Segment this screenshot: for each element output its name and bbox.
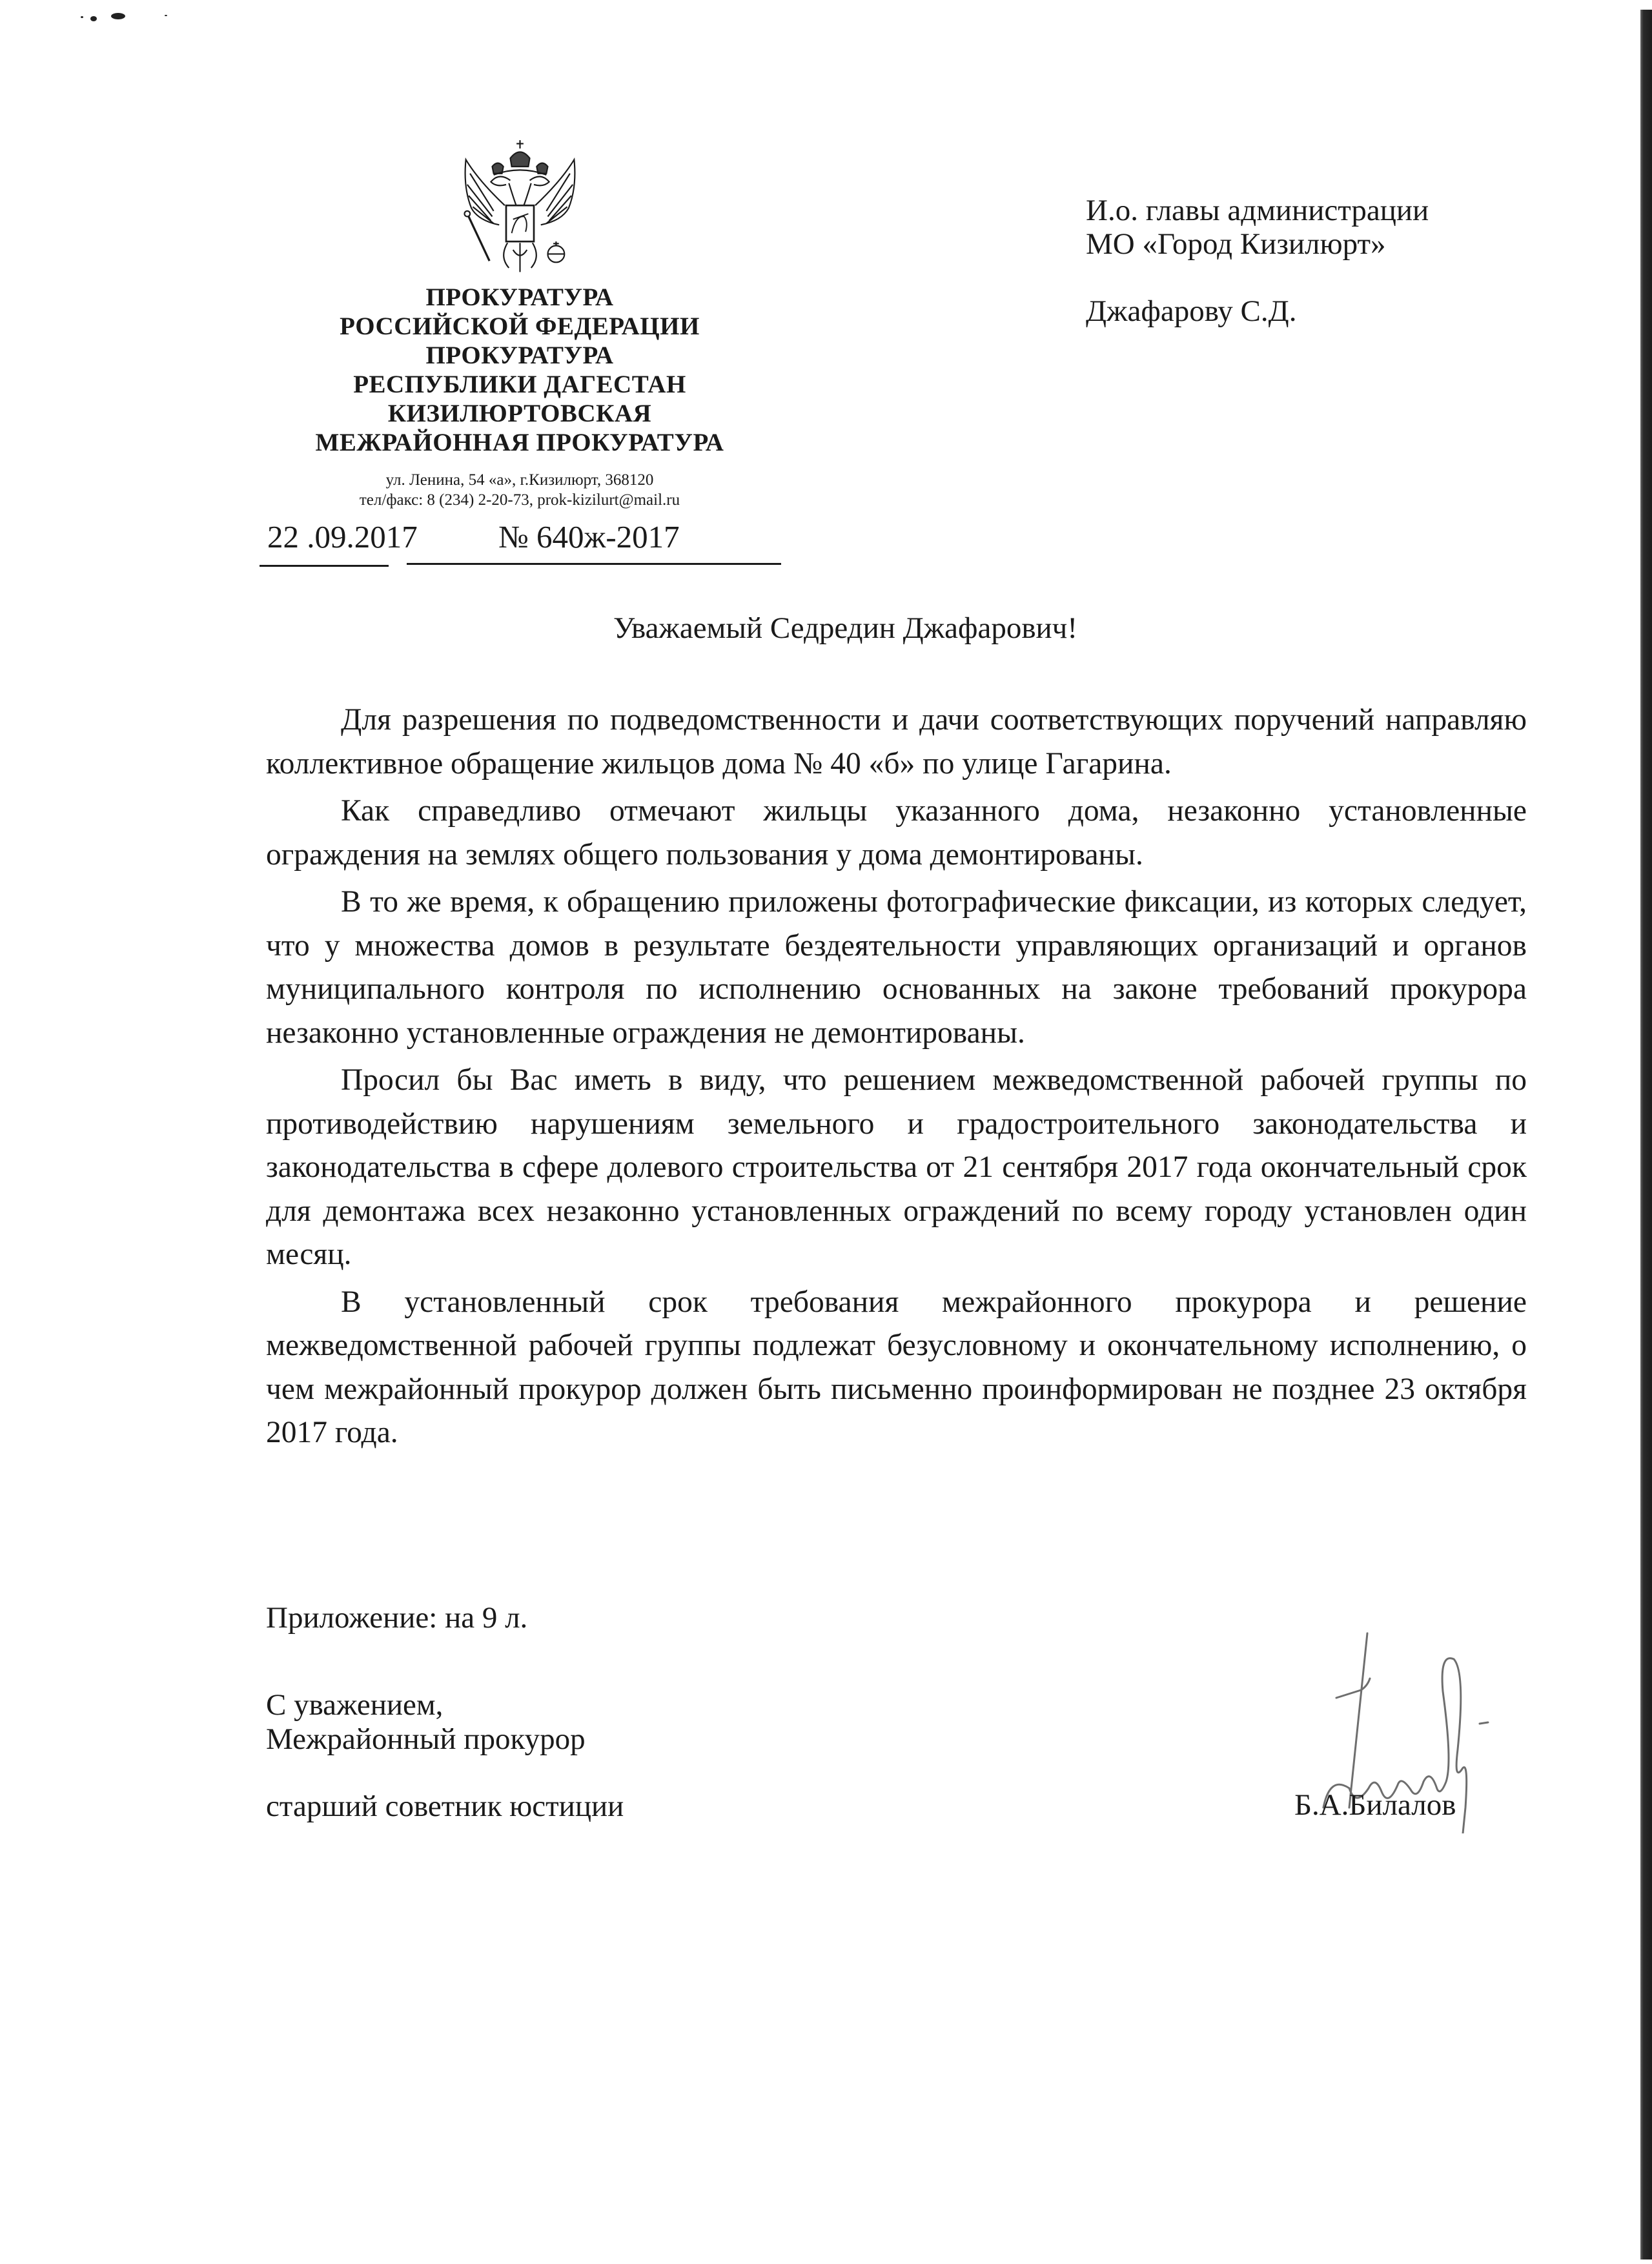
scan-speck [111, 13, 125, 19]
org-line: РЕСПУБЛИКИ ДАГЕСТАН [353, 371, 686, 398]
salutation: Уважаемый Седредин Джафарович! [613, 611, 1077, 645]
organization-name [245, 283, 794, 457]
addressee-organization: МО «Город Кизилюрт» [1086, 227, 1386, 261]
body-paragraph: Просил бы Вас иметь в виду, что решением межведомственной рабочей группы по противодействию нарушениям земельного и градостроительного законодательства и законодательства в сфере долевого строительства от 21 сентября 2017 года окончательный срок для демонтажа всех незаконно установленных ограждений по всему городу установлен один месяц. [266, 1063, 1527, 1271]
letterhead [245, 139, 794, 510]
addressee-name: Джафарову С.Д. [1086, 294, 1297, 328]
org-line: КИЗИЛЮРТОВСКАЯ [387, 400, 652, 427]
scan-speck [90, 16, 97, 21]
addressee-block [1086, 194, 1429, 328]
document-date: 22 .09.2017 [267, 519, 418, 555]
org-line: ПРОКУРАТУРА [425, 342, 614, 369]
attachment-note: Приложение: на 9 л. [266, 1601, 528, 1635]
addressee-position: И.о. главы администрации [1086, 194, 1429, 227]
scan-edge-strip [1640, 10, 1652, 2259]
number-underline [407, 563, 781, 565]
org-address [245, 470, 794, 510]
body-paragraph: Для разрешения по подведомственности и дачи соответствующих поручений направляю коллективное обращение жильцов дома № 40 «б» по улице Гагарина. [266, 703, 1527, 780]
contact-info: тел/факс: 8 (234) 2-20-73, prok-kizilurt@mail.ru [359, 491, 680, 509]
document-number: № 640ж-2017 [498, 519, 680, 555]
letter-body [266, 699, 1527, 1459]
scan-speck [81, 16, 83, 18]
registration-line [260, 516, 789, 568]
closing-block [266, 1688, 586, 1757]
body-paragraph: В то же время, к обращению приложены фотографические фиксации, из которых следует, что у множества домов в результате бездеятельности управляющих организаций и органов муниципального контроля по исполнению основанных на законе требований прокурора незаконно установленные ограждения не демонтированы. [266, 885, 1527, 1050]
date-underline [260, 565, 389, 567]
signer-position: Межрайонный прокурор [266, 1722, 586, 1756]
body-paragraph: В установленный срок требования межрайонного прокурора и решение межведомственной рабочей группы подлежат безусловному и окончательному исполнению, о чем межрайонный прокурор должен быть письменно проинформирован не позднее 23 октября 2017 года. [266, 1285, 1527, 1449]
org-line: ПРОКУРАТУРА [425, 283, 614, 311]
signer-name: Б.А.Билалов [1294, 1788, 1456, 1822]
org-line: МЕЖРАЙОННАЯ ПРОКУРАТУРА [315, 429, 724, 456]
org-line: РОССИЙСКОЙ ФЕДЕРАЦИИ [340, 312, 700, 340]
scan-speck [165, 15, 167, 16]
closing-greeting: С уважением, [266, 1688, 444, 1722]
postal-address: ул. Ленина, 54 «а», г.Кизилюрт, 368120 [385, 471, 654, 489]
body-paragraph: Как справедливо отмечают жильцы указанного дома, незаконно установленные ограждения на землях общего пользования у дома демонтированы. [266, 794, 1527, 872]
coat-of-arms-icon [451, 139, 589, 278]
signer-rank: старший советник юстиции [266, 1790, 624, 1823]
